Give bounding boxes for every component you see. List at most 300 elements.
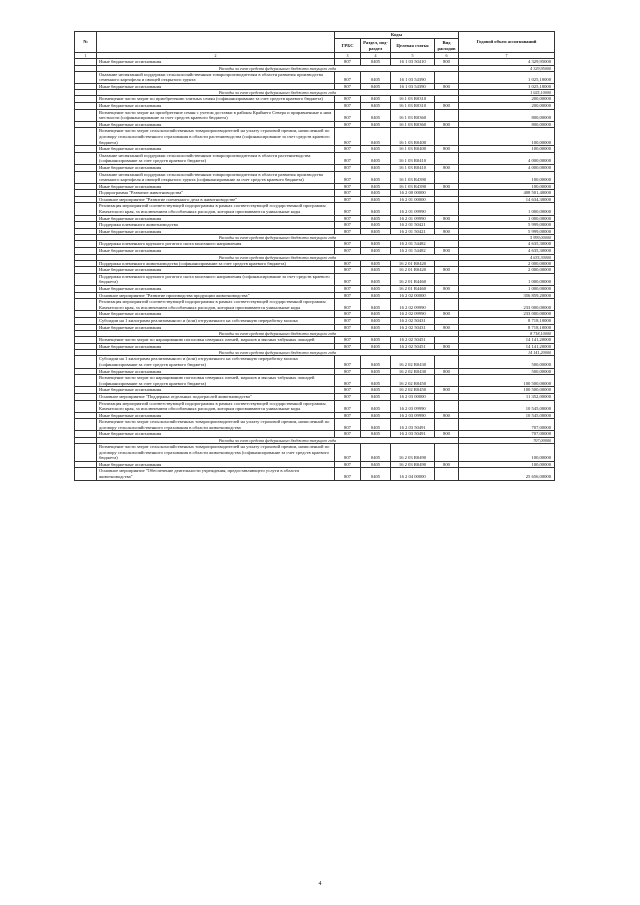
csr-cell: 16 1 03 R0410	[391, 152, 435, 164]
table-row	[75, 196, 555, 203]
expense-name-cell: Возмещение части затрат сельскохозяйственных товаропроизводителей на уплату страховой премии, начисленной по договору сельскохозяйственного страхования в области животноводства (софинансирование за счет средств краевого бюджета)	[97, 444, 335, 462]
table-row	[75, 171, 555, 183]
amount-cell: 2 000,00000	[459, 260, 555, 267]
vr-cell: 800	[435, 368, 459, 375]
amount-cell: 100,00000	[459, 146, 555, 153]
col-number: 3	[335, 53, 361, 59]
expense-name-cell: Иные бюджетные ассигнования	[97, 412, 335, 419]
csr-cell: 16 2 00 00000	[391, 190, 435, 197]
grbs-cell: 807	[335, 292, 361, 299]
vr-cell	[435, 468, 459, 480]
expense-name-cell: Иные бюджетные ассигнования	[97, 267, 335, 274]
grbs-cell: 807	[335, 102, 361, 109]
funding-note-amount: 5 999,00000	[459, 235, 555, 241]
col-number: 4	[361, 53, 391, 59]
row-number-cell	[75, 444, 97, 462]
expense-name-cell: Иные бюджетные ассигнования	[97, 311, 335, 318]
row-number-cell	[75, 375, 97, 387]
csr-cell: 16 2 02 09990	[391, 299, 435, 311]
grbs-cell: 807	[335, 196, 361, 203]
table-row	[75, 102, 555, 109]
csr-cell: 16 2 02 R0450	[391, 387, 435, 394]
expense-name-cell: Возмещение части затрат сельскохозяйственных товаропроизводителей на уплату страховой премии, начисленной по договору сельскохозяйственного страхования в области растениеводства (софинансирование за счет средств краевого бюджета)	[97, 128, 335, 146]
grbs-cell: 807	[335, 299, 361, 311]
funding-note-text: Расходы за счет средств федерального бюджета текущего года	[97, 254, 459, 260]
razdel-cell: 0405	[361, 468, 391, 480]
expense-name-cell: Поддержка племенного животноводства	[97, 222, 335, 229]
expense-name-cell: Основное мероприятие "Поддержка отдельных подотраслей животноводства"	[97, 393, 335, 400]
expense-name-cell: Возмещение части затрат на приобретение семян с учетом доставки в районы Крайнего Севера и приравненные к ним местности (софинансирование за счет средств краевого бюджета)	[97, 109, 335, 121]
vr-cell: 800	[435, 431, 459, 438]
row-number-cell	[75, 228, 97, 235]
razdel-cell: 0405	[361, 215, 391, 222]
table-row	[75, 190, 555, 197]
vr-cell	[435, 260, 459, 267]
funding-note-amount: 4 635,30000	[459, 254, 555, 260]
amount-cell: 4 329,95000	[459, 59, 555, 66]
table-row	[75, 299, 555, 311]
funding-note-text: Расходы за счет средств федерального бюджета текущего года	[97, 350, 459, 356]
vr-cell: 800	[435, 228, 459, 235]
vr-cell	[435, 190, 459, 197]
razdel-cell: 0405	[361, 311, 391, 318]
row-number-cell	[75, 171, 97, 183]
csr-cell: 16 2 01 50421	[391, 228, 435, 235]
row-number-cell	[75, 468, 97, 480]
vr-cell	[435, 400, 459, 412]
grbs-cell: 807	[335, 109, 361, 121]
amount-cell: 100,00000	[459, 128, 555, 146]
row-number-cell	[75, 343, 97, 350]
grbs-cell: 807	[335, 267, 361, 274]
razdel-cell: 0405	[361, 71, 391, 83]
amount-cell: 1 025,10000	[459, 83, 555, 90]
grbs-cell: 807	[335, 468, 361, 480]
vr-cell	[435, 196, 459, 203]
razdel-cell: 0405	[361, 412, 391, 419]
amount-cell: 5 999,00000	[459, 222, 555, 229]
budget-table-sheet	[74, 31, 554, 481]
vr-cell: 800	[435, 59, 459, 66]
row-number-cell	[75, 83, 97, 90]
csr-cell: 16 2 01 54482	[391, 241, 435, 248]
page-number: 4	[318, 881, 322, 887]
table-row	[75, 203, 555, 215]
funding-note-text: Расходы за счет средств федерального бюджета текущего года	[97, 438, 459, 444]
grbs-cell: 807	[335, 183, 361, 190]
expense-name-cell: Иные бюджетные ассигнования	[97, 215, 335, 222]
funding-note-amount: 1 025,10000	[459, 90, 555, 96]
grbs-cell: 807	[335, 228, 361, 235]
grbs-cell: 807	[335, 387, 361, 394]
amount-cell: 100 500,00000	[459, 387, 555, 394]
table-row	[75, 183, 555, 190]
csr-cell: 16 2 02 50431	[391, 324, 435, 331]
razdel-cell: 0405	[361, 222, 391, 229]
table-row	[75, 286, 555, 293]
table-row	[75, 343, 555, 350]
grbs-cell: 807	[335, 248, 361, 255]
csr-cell: 16 2 01 R4460	[391, 286, 435, 293]
row-number-cell	[75, 196, 97, 203]
table-row	[75, 461, 555, 468]
table-row	[75, 96, 555, 103]
funding-note-text: Расходы за счет средств федерального бюджета текущего года	[97, 331, 459, 337]
amount-cell: 1 000,00000	[459, 203, 555, 215]
amount-cell: 707,00000	[459, 419, 555, 431]
grbs-cell: 807	[335, 431, 361, 438]
razdel-cell: 0405	[361, 431, 391, 438]
grbs-cell: 807	[335, 190, 361, 197]
col-number: 5	[391, 53, 435, 59]
vr-cell	[435, 419, 459, 431]
row-number-cell	[75, 241, 97, 248]
table-row	[75, 260, 555, 267]
expense-name-cell: Возмещение части затрат по наращиванию поголовья северных оленей, маралов и мясных табунных лошадей (софинансирование за счет средств краевого бюджета)	[97, 375, 335, 387]
funding-note-amount: 707,00000	[459, 438, 555, 444]
table-row	[75, 164, 555, 171]
vr-cell	[435, 292, 459, 299]
row-number-cell	[75, 400, 97, 412]
grbs-cell: 807	[335, 400, 361, 412]
vr-cell: 800	[435, 324, 459, 331]
razdel-cell: 0405	[361, 419, 391, 431]
amount-cell: 2 000,00000	[459, 267, 555, 274]
razdel-cell: 0405	[361, 203, 391, 215]
codes-header: Коды	[335, 32, 459, 39]
csr-cell: 16 2 02 50451	[391, 343, 435, 350]
table-row	[75, 324, 555, 331]
razdel-cell: 0405	[361, 387, 391, 394]
table-row	[75, 146, 555, 153]
csr-cell: 16 2 03 R0490	[391, 461, 435, 468]
razdel-cell: 0405	[361, 343, 391, 350]
vr-cell: 800	[435, 215, 459, 222]
row-number-cell	[75, 248, 97, 255]
table-body	[75, 59, 555, 481]
vr-cell: 800	[435, 343, 459, 350]
csr-cell: 16 1 03 R0410	[391, 164, 435, 171]
table-row	[75, 419, 555, 431]
row-number-cell	[75, 102, 97, 109]
grbs-cell: 807	[335, 393, 361, 400]
col-csr-header: Целевая статья	[391, 39, 435, 53]
vr-cell: 800	[435, 412, 459, 419]
grbs-cell: 807	[335, 203, 361, 215]
expense-name-cell: Основное мероприятие "Обеспечение деятельности учреждения, предоставляющего услуги в области животноводства"	[97, 468, 335, 480]
grbs-cell: 807	[335, 260, 361, 267]
vr-cell	[435, 128, 459, 146]
expense-name-cell: Возмещение части затрат по приобретению элитных семян (софинансирование за счет средств краевого бюджета)	[97, 96, 335, 103]
row-number-cell	[75, 337, 97, 344]
amount-cell: 233 000,00000	[459, 311, 555, 318]
csr-cell: 16 1 03 R0360	[391, 109, 435, 121]
amount-cell: 10 545,00000	[459, 400, 555, 412]
table-row	[75, 121, 555, 128]
amount-cell: 200,00000	[459, 96, 555, 103]
funding-note-text: Расходы за счет средств федерального бюджета текущего года	[97, 65, 459, 71]
csr-cell: 16 2 01 09990	[391, 203, 435, 215]
expense-name-cell: Иные бюджетные ассигнования	[97, 368, 335, 375]
csr-cell: 16 2 02 50451	[391, 337, 435, 344]
csr-cell: 16 1 03 54390	[391, 71, 435, 83]
amount-cell: 4 635,30000	[459, 248, 555, 255]
razdel-cell: 0405	[361, 267, 391, 274]
amount-cell: 1 000,00000	[459, 215, 555, 222]
funding-note-text: Расходы за счет средств федерального бюджета текущего года	[97, 90, 459, 96]
expense-name-cell: Иные бюджетные ассигнования	[97, 164, 335, 171]
row-number-cell	[75, 356, 97, 368]
csr-cell: 16 1 03 R0310	[391, 102, 435, 109]
csr-cell: 16 2 01 R0420	[391, 267, 435, 274]
col-name-header	[97, 32, 335, 53]
grbs-cell: 807	[335, 71, 361, 83]
grbs-cell: 807	[335, 419, 361, 431]
table-row	[75, 468, 555, 480]
csr-cell: 16 1 03 50410	[391, 59, 435, 66]
table-row	[75, 83, 555, 90]
row-number-cell	[75, 109, 97, 121]
expense-name-cell: Иные бюджетные ассигнования	[97, 286, 335, 293]
grbs-cell: 807	[335, 273, 361, 285]
amount-cell: 200,00000	[459, 102, 555, 109]
amount-cell: 356 859,20000	[459, 292, 555, 299]
amount-cell: 100,00000	[459, 171, 555, 183]
grbs-cell: 807	[335, 343, 361, 350]
expense-name-cell: Поддержка племенного животноводства (софинансирование за счет средств краевого бюджета)	[97, 260, 335, 267]
csr-cell: 16 2 02 R0430	[391, 356, 435, 368]
grbs-cell: 807	[335, 324, 361, 331]
expense-name-cell: Иные бюджетные ассигнования	[97, 431, 335, 438]
grbs-cell: 807	[335, 222, 361, 229]
expense-name-cell: Поддержка племенного крупного рогатого скота молочного направления	[97, 241, 335, 248]
row-number-cell	[75, 128, 97, 146]
grbs-cell: 807	[335, 171, 361, 183]
amount-cell: 100,00000	[459, 183, 555, 190]
razdel-cell: 0405	[361, 375, 391, 387]
csr-cell: 16 2 02 50431	[391, 317, 435, 324]
expense-name-cell: Иные бюджетные ассигнования	[97, 387, 335, 394]
table-row	[75, 444, 555, 462]
table-row	[75, 128, 555, 146]
razdel-cell: 0405	[361, 461, 391, 468]
vr-cell: 800	[435, 164, 459, 171]
vr-cell	[435, 273, 459, 285]
expense-name-cell: Возмещение части затрат по наращиванию поголовья северных оленей, маралов и мясных табунных лошадей	[97, 337, 335, 344]
vr-cell	[435, 241, 459, 248]
razdel-cell: 0405	[361, 171, 391, 183]
col-number: 1	[75, 53, 97, 59]
grbs-cell: 807	[335, 152, 361, 164]
expense-name-cell: Иные бюджетные ассигнования	[97, 59, 335, 66]
vr-cell: 800	[435, 461, 459, 468]
razdel-cell: 0405	[361, 228, 391, 235]
razdel-cell: 0405	[361, 337, 391, 344]
amount-cell: 800,00000	[459, 121, 555, 128]
razdel-cell: 0405	[361, 152, 391, 164]
amount-cell: 14 141,20000	[459, 337, 555, 344]
razdel-cell: 0405	[361, 400, 391, 412]
grbs-cell: 807	[335, 311, 361, 318]
amount-cell: 800,00000	[459, 109, 555, 121]
csr-cell: 16 2 03 00000	[391, 393, 435, 400]
grbs-cell: 807	[335, 337, 361, 344]
grbs-cell: 807	[335, 96, 361, 103]
expense-name-cell: Реализация мероприятий соответствующей подпрограммы в рамках соответствующей государственной программы Камчатского края, за исключением обособленных расходов, которым присваиваются уникальные коды	[97, 299, 335, 311]
vr-cell	[435, 299, 459, 311]
csr-cell: 16 1 03 R0360	[391, 121, 435, 128]
expense-name-cell: Иные бюджетные ассигнования	[97, 248, 335, 255]
vr-cell	[435, 393, 459, 400]
grbs-cell: 807	[335, 368, 361, 375]
table-row	[75, 215, 555, 222]
row-number-cell	[75, 260, 97, 267]
expense-name-cell: Иные бюджетные ассигнования	[97, 343, 335, 350]
grbs-cell: 807	[335, 164, 361, 171]
expense-name-cell: Поддержка племенного крупного рогатого скота молочного направления (софинансирование за счет средств краевого бюджета)	[97, 273, 335, 285]
razdel-cell: 0405	[361, 317, 391, 324]
row-number-cell	[75, 286, 97, 293]
vr-cell: 800	[435, 102, 459, 109]
grbs-cell: 807	[335, 59, 361, 66]
vr-cell	[435, 171, 459, 183]
funding-note-text: Расходы за счет средств федерального бюджета текущего года	[97, 235, 459, 241]
expense-name-cell: Реализация мероприятий соответствующей подпрограммы в рамках соответствующей государственной программы Камчатского края, за исключением обособленных расходов, которым присваиваются уникальные коды	[97, 203, 335, 215]
expense-name-cell: Иные бюджетные ассигнования	[97, 228, 335, 235]
amount-cell: 500,00000	[459, 368, 555, 375]
col-razdel-header: Раздел, под-раздел	[361, 39, 391, 53]
row-number-cell	[75, 71, 97, 83]
amount-cell: 4 000,00000	[459, 164, 555, 171]
table-row	[75, 267, 555, 274]
razdel-cell: 0405	[361, 196, 391, 203]
vr-cell	[435, 109, 459, 121]
col-vr-header: Вид расходов	[435, 39, 459, 53]
razdel-cell: 0405	[361, 183, 391, 190]
amount-cell: 233 000,00000	[459, 299, 555, 311]
grbs-cell: 807	[335, 146, 361, 153]
table-row	[75, 412, 555, 419]
expense-name-cell: Иные бюджетные ассигнования	[97, 183, 335, 190]
table-row	[75, 387, 555, 394]
table-row	[75, 248, 555, 255]
vr-cell: 800	[435, 286, 459, 293]
grbs-cell: 807	[335, 121, 361, 128]
csr-cell: 16 2 04 00000	[391, 468, 435, 480]
row-number-cell	[75, 461, 97, 468]
csr-cell: 16 2 03 50491	[391, 419, 435, 431]
row-number-cell	[75, 267, 97, 274]
table-row	[75, 222, 555, 229]
table-row	[75, 59, 555, 66]
table-row	[75, 152, 555, 164]
col-grbs-header: ГРБС	[335, 39, 361, 53]
row-number-cell	[75, 419, 97, 431]
grbs-cell: 807	[335, 461, 361, 468]
table-row	[75, 109, 555, 121]
razdel-cell: 0405	[361, 102, 391, 109]
col-number: 7	[459, 53, 555, 59]
amount-cell: 4 000,00000	[459, 152, 555, 164]
vr-cell	[435, 444, 459, 462]
table-row	[75, 393, 555, 400]
razdel-cell: 0405	[361, 444, 391, 462]
funding-note-amount: 4 329,95000	[459, 65, 555, 71]
amount-cell: 1 000,00000	[459, 286, 555, 293]
row-number-cell	[75, 292, 97, 299]
razdel-cell: 0405	[361, 356, 391, 368]
row-number-cell	[75, 222, 97, 229]
razdel-cell: 0405	[361, 190, 391, 197]
csr-cell: 16 2 03 09990	[391, 400, 435, 412]
csr-cell: 16 2 01 R4460	[391, 273, 435, 285]
amount-cell: 500,00000	[459, 356, 555, 368]
razdel-cell: 0405	[361, 273, 391, 285]
expense-name-cell: Иные бюджетные ассигнования	[97, 121, 335, 128]
vr-cell	[435, 152, 459, 164]
row-number-cell	[75, 311, 97, 318]
row-number-cell	[75, 431, 97, 438]
vr-cell	[435, 71, 459, 83]
table-row	[75, 241, 555, 248]
expense-name-cell: Подпрограмма "Развитие животноводства"	[97, 190, 335, 197]
grbs-cell: 807	[335, 215, 361, 222]
vr-cell: 800	[435, 183, 459, 190]
grbs-cell: 807	[335, 83, 361, 90]
budget-table	[74, 31, 555, 481]
csr-cell: 16 1 03 R0400	[391, 146, 435, 153]
razdel-cell: 0405	[361, 368, 391, 375]
razdel-cell: 0405	[361, 260, 391, 267]
grbs-cell: 807	[335, 444, 361, 462]
grbs-cell: 807	[335, 356, 361, 368]
row-number-cell	[75, 146, 97, 153]
csr-cell: 16 2 03 09990	[391, 412, 435, 419]
csr-cell: 16 2 02 R0450	[391, 375, 435, 387]
amount-cell: 25 656,00000	[459, 468, 555, 480]
amount-cell: 8 718,10000	[459, 317, 555, 324]
amount-cell: 707,00000	[459, 431, 555, 438]
table-row	[75, 337, 555, 344]
expense-name-cell: Иные бюджетные ассигнования	[97, 461, 335, 468]
row-number-cell	[75, 152, 97, 164]
vr-cell: 800	[435, 248, 459, 255]
amount-cell: 100,00000	[459, 461, 555, 468]
expense-name-cell: Основное мероприятие "Развитие производства продукции животноводства"	[97, 292, 335, 299]
amount-cell: 14 634,30000	[459, 196, 555, 203]
amount-cell: 8 718,10000	[459, 324, 555, 331]
row-number-cell	[75, 164, 97, 171]
expense-name-cell: Основное мероприятие "Развитие племенного дела в животноводстве"	[97, 196, 335, 203]
grbs-cell: 807	[335, 286, 361, 293]
table-row	[75, 228, 555, 235]
expense-name-cell: Субсидии на 1 килограмм реализованного и (или) отгруженного на собственную переработку молока (софинансирование за счет средств краевого бюджета)	[97, 356, 335, 368]
csr-cell: 16 2 02 00000	[391, 292, 435, 299]
row-number-cell	[75, 317, 97, 324]
vr-cell	[435, 222, 459, 229]
grbs-cell: 807	[335, 128, 361, 146]
razdel-cell: 0405	[361, 286, 391, 293]
vr-cell: 800	[435, 121, 459, 128]
vr-cell: 800	[435, 311, 459, 318]
table-row	[75, 311, 555, 318]
vr-cell	[435, 356, 459, 368]
vr-cell: 800	[435, 387, 459, 394]
row-number-cell	[75, 324, 97, 331]
razdel-cell: 0405	[361, 248, 391, 255]
amount-cell: 11 352,00000	[459, 393, 555, 400]
amount-cell: 14 141,20000	[459, 343, 555, 350]
